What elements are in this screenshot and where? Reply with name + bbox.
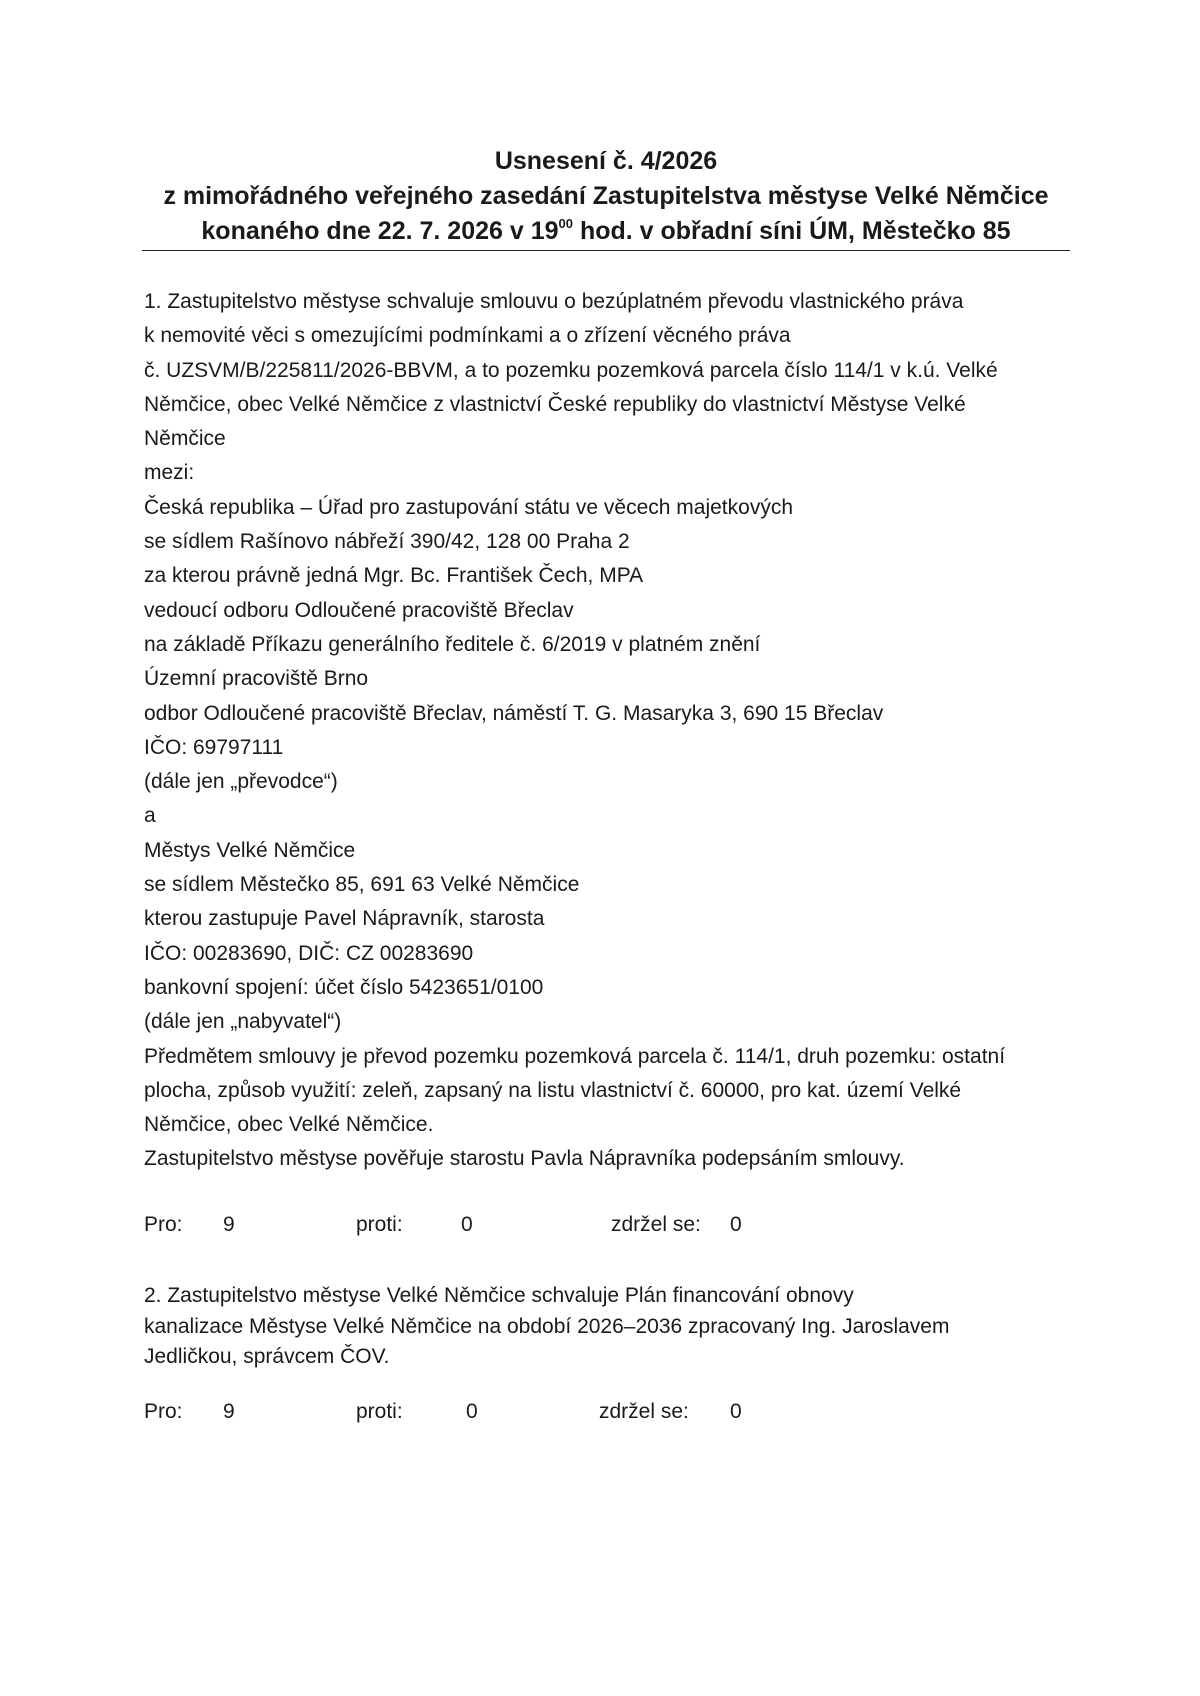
meeting-time-minutes: 00	[558, 216, 573, 231]
text-line: 2. Zastupitelstvo městyse Velké Němčice schvaluje Plán financování obnovy	[144, 1284, 854, 1307]
vote-pro-label: Pro:	[144, 1213, 183, 1236]
meeting-date-text: konaného dne 22. 7. 2026 v 19	[201, 217, 559, 245]
vote-proti-label: proti:	[356, 1400, 403, 1423]
meeting-details	[142, 214, 1070, 249]
text-line: Němčice, obec Velké Němčice z vlastnictví České republiky do vlastnictví Městyse Velké	[144, 392, 966, 416]
text-line: vedoucí odboru Odloučené pracoviště Břeclav	[144, 598, 574, 622]
text-line: se sídlem Městečko 85, 691 63 Velké Němčice	[144, 873, 580, 897]
resolution-2-text	[144, 1281, 1079, 1373]
header-divider	[142, 250, 1070, 251]
text-line: plocha, způsob využití: zeleň, zapsaný na listu vlastnictví č. 60000, pro kat. území Velké	[144, 1078, 962, 1102]
text-line: (dále jen „nabyvatel“)	[144, 1010, 342, 1034]
resolution-1-vote	[144, 1213, 844, 1243]
text-line: 1. Zastupitelstvo městyse schvaluje smlouvu o bezúplatném převodu vlastnického práva	[144, 290, 964, 313]
text-line: Předmětem smlouvy je převod pozemku pozemková parcela č. 114/1, druh pozemku: ostatní	[144, 1044, 1006, 1068]
text-line: na základě Příkazu generálního ředitele č. 6/2019 v platném znění	[144, 632, 761, 656]
text-line: IČO: 69797111	[144, 735, 284, 759]
text-line: IČO: 00283690, DIČ: CZ 00283690	[144, 941, 474, 965]
vote-zdrzel-label: zdržel se:	[599, 1400, 689, 1423]
vote-proti-value: 0	[466, 1400, 478, 1423]
text-line: Městys Velké Němčice	[144, 838, 356, 862]
text-line: Němčice	[144, 427, 226, 451]
text-line: č. UZSVM/B/225811/2026-BBVM, a to pozemku pozemková parcela číslo 114/1 v k.ú. Velké	[144, 358, 998, 382]
resolution-title: Usnesení č. 4/2026	[494, 147, 718, 175]
text-line: odbor Odloučené pracoviště Břeclav, náměstí T. G. Masaryka 3, 690 15 Břeclav	[144, 701, 884, 725]
text-line: Jedličkou, správcem ČOV.	[144, 1345, 390, 1368]
text-line: za kterou právně jedná Mgr. Bc. František Čech, MPA	[144, 564, 644, 588]
vote-zdrzel-value: 0	[730, 1213, 742, 1236]
resolution-2-vote	[144, 1400, 844, 1430]
text-line: se sídlem Rašínovo nábřeží 390/42, 128 00 Praha 2	[144, 530, 630, 554]
meeting-subtitle: z mimořádného veřejného zasedání Zastupitelstva městyse Velké Němčice	[163, 182, 1049, 210]
vote-pro-value: 9	[223, 1213, 235, 1236]
text-line: Česká republika – Úřad pro zastupování státu ve věcech majetkových	[144, 495, 794, 519]
vote-proti-value: 0	[461, 1213, 473, 1236]
vote-pro-value: 9	[223, 1400, 235, 1423]
text-line: Zastupitelstvo městyse pověřuje starostu Pavla Nápravníka podepsáním smlouvy.	[144, 1147, 905, 1171]
text-line: bankovní spojení: účet číslo 5423651/0100	[144, 975, 544, 999]
text-line: kanalizace Městyse Velké Němčice na období 2026–2036 zpracovaný Ing. Jaroslavem	[144, 1314, 950, 1338]
document-header	[142, 144, 1070, 249]
resolution-1-text	[144, 285, 1079, 1177]
vote-proti-label: proti:	[356, 1213, 403, 1236]
text-line: mezi:	[144, 461, 195, 485]
text-line: k nemovité věci s omezujícími podmínkami a o zřízení věcného práva	[144, 324, 791, 348]
text-line: (dále jen „převodce“)	[144, 770, 338, 794]
vote-pro-label: Pro:	[144, 1400, 183, 1423]
text-line: Územní pracoviště Brno	[144, 667, 369, 691]
text-line: a	[144, 804, 156, 828]
text-line: Němčice, obec Velké Němčice.	[144, 1113, 434, 1137]
text-line: kterou zastupuje Pavel Nápravník, starosta	[144, 907, 545, 931]
vote-zdrzel-label: zdržel se:	[611, 1213, 701, 1236]
vote-zdrzel-value: 0	[730, 1400, 742, 1423]
meeting-place-text: hod. v obřadní síni ÚM, Městečko 85	[573, 217, 1011, 245]
